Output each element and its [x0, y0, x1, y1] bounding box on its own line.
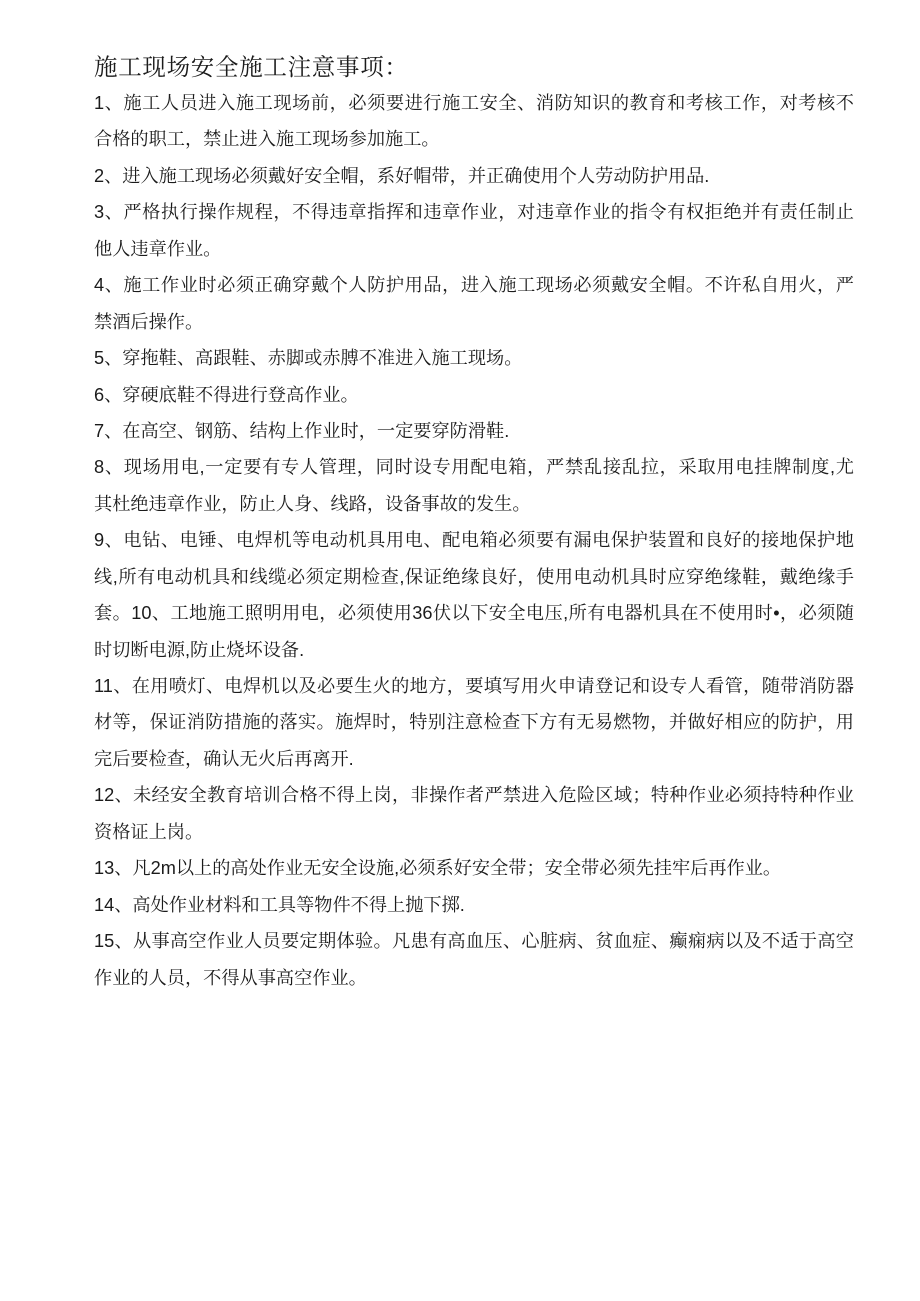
item-11: [94, 668, 854, 777]
item-15-line-1: 15、从事高空作业人员要定期体验。凡患有高血压、心脏病、贫血症、癫痫病以及不适于高空: [94, 931, 854, 952]
item-6-line-1: 6、穿硬底鞋不得进行登高作业。: [94, 384, 359, 405]
document-title: 施工现场安全施工注意事项：: [94, 54, 409, 80]
item-12-line-2: 资格证上岗。: [94, 821, 204, 842]
item-8-line-2: 其杜绝违章作业，防止人身、线路，设备事故的发生。: [94, 493, 531, 514]
item-13: [94, 850, 854, 886]
item-3: [94, 194, 854, 267]
item-14-line-1: 14、高处作业材料和工具等物件不得上抛下掷.: [94, 894, 465, 915]
item-12: [94, 777, 854, 850]
item-2-line-1: 2、进入施工现场必须戴好安全帽，系好帽带，并正确使用个人劳动防护用品.: [94, 165, 710, 186]
item-4-line-2: 禁酒后操作。: [94, 311, 204, 332]
item-7: [94, 413, 854, 449]
item-11-line-1: 11、在用喷灯、电焊机以及必要生火的地方，要填写用火申请登记和设专人看管，随带消防器: [94, 676, 854, 696]
item-1-line-1: 1、施工人员进入施工现场前，必须要进行施工安全、消防知识的教育和考核工作，对考核不: [94, 93, 854, 113]
item-14: [94, 887, 854, 923]
document-page: [94, 50, 854, 996]
item-1-line-2: 合格的职工，禁止进入施工现场参加施工。: [94, 129, 440, 150]
item-8: [94, 449, 854, 522]
item-15: [94, 923, 854, 996]
item-3-line-2: 他人违章作业。: [94, 238, 222, 259]
item-15-line-2: 作业的人员，不得从事高空作业。: [94, 967, 367, 988]
item-11-line-2: 材等，保证消防措施的落实。施焊时，特别注意检查下方有无易燃物，并做好相应的防护，用: [94, 712, 854, 733]
item-8-line-1: 8、现场用电,一定要有专人管理，同时设专用配电箱，严禁乱接乱拉，采取用电挂牌制度,尤: [94, 457, 854, 478]
item-5: [94, 340, 854, 376]
item-11-line-3: 完后要检查，确认无火后再离开.: [94, 748, 354, 769]
item-2: [94, 158, 854, 194]
item-9-line-2: 线,所有电动机具和线缆必须定期检查,保证绝缘良好，使用电动机具时应穿绝缘鞋，戴绝缘手: [94, 566, 854, 587]
item-13-line-1: 13、凡2m以上的高处作业无安全设施,必须系好安全带；安全带必须先挂牢后再作业。: [94, 858, 782, 879]
item-9-line-3: 套。10、工地施工照明用电，必须使用36伏以下安全电压,所有电器机具在不使用时•，必须随: [94, 603, 854, 624]
item-9: [94, 522, 854, 668]
item-3-line-1: 3、严格执行操作规程，不得违章指挥和违章作业，对违章作业的指令有权拒绝并有责任制止: [94, 202, 854, 223]
item-12-line-1: 12、未经安全教育培训合格不得上岗，非操作者严禁进入危险区域；特种作业必须持特种作业: [94, 785, 854, 806]
item-4: [94, 267, 854, 340]
item-7-line-1: 7、在高空、钢筋、结构上作业时，一定要穿防滑鞋.: [94, 420, 510, 441]
item-6: [94, 377, 854, 413]
item-1: [94, 85, 854, 158]
item-4-line-1: 4、施工作业时必须正确穿戴个人防护用品，进入施工现场必须戴安全帽。不许私自用火，严: [94, 275, 854, 296]
item-5-line-1: 5、穿拖鞋、高跟鞋、赤脚或赤膊不准进入施工现场。: [94, 348, 523, 369]
item-9-line-1: 9、电钻、电锤、电焊机等电动机具用电、配电箱必须要有漏电保护装置和良好的接地保护地: [94, 530, 854, 551]
item-9-line-4: 时切断电源,防止烧坏设备.: [94, 639, 305, 660]
